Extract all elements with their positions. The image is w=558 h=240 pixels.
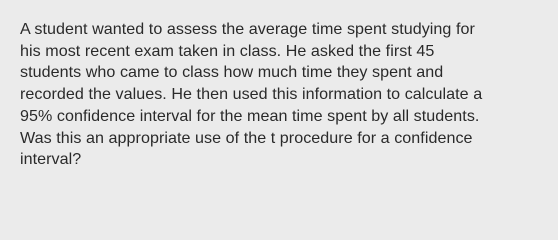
- question-text: A student wanted to assess the average time spent studying for his most recent exam taken in class. He asked the first 45 students who came to class how much time they spent and recorded the values. He then used this information to calculate a 95% confidence interval for the mean time spent by all students. Was this an appropriate use of the t procedure for a confidence interval?: [20, 20, 483, 169]
